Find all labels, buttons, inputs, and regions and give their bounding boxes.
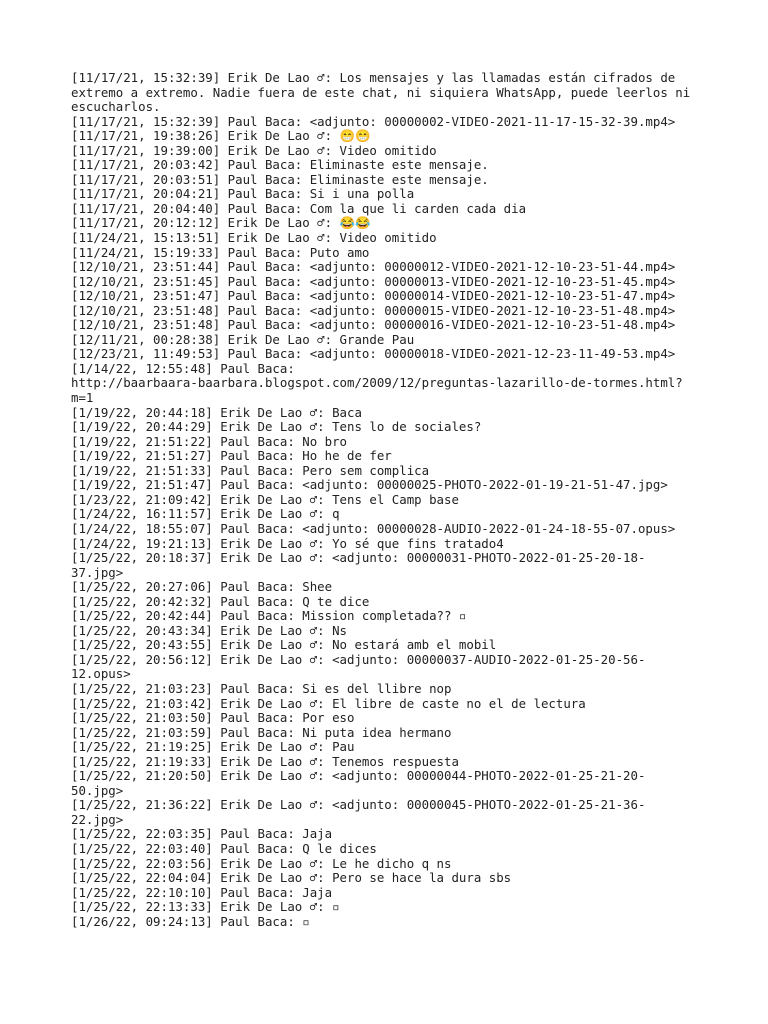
chat-line: [1/25/22, 22:03:56] Erik De Lao ♂: Le he dicho q ns — [71, 855, 452, 871]
chat-line: http://baarbaara-baarbara.blogspot.com/2009/12/preguntas-lazarillo-de-tormes.html? — [71, 375, 683, 391]
chat-line: [1/25/22, 20:43:34] Erik De Lao ♂: Ns — [71, 622, 348, 638]
chat-line: [1/25/22, 21:03:23] Paul Baca: Si es del llibre nop — [71, 680, 452, 696]
chat-line: [1/25/22, 22:03:35] Paul Baca: Jaja — [71, 826, 333, 842]
chat-line: [11/17/21, 19:39:00] Erik De Lao ♂: Video omitido — [71, 142, 437, 158]
chat-line: extremo a extremo. Nadie fuera de este chat, ni siquiera WhatsApp, puede leerlos ni — [71, 84, 691, 100]
chat-line: [11/17/21, 20:03:51] Paul Baca: Eliminaste este mensaje. — [71, 171, 489, 187]
chat-line: [1/25/22, 21:03:59] Paul Baca: Ni puta idea hermano — [71, 724, 452, 740]
chat-line: [12/10/21, 23:51:44] Paul Baca: <adjunto: 00000012-VIDEO-2021-12-10-23-51-44.mp4> — [71, 259, 676, 275]
chat-line: 12.opus> — [71, 666, 131, 682]
chat-line: [1/19/22, 20:44:29] Erik De Lao ♂: Tens lo de sociales? — [71, 419, 482, 435]
chat-line: [1/25/22, 20:56:12] Erik De Lao ♂: <adjunto: 00000037-AUDIO-2022-01-25-20-56- — [71, 651, 646, 667]
chat-line: [1/19/22, 21:51:27] Paul Baca: Ho he de fer — [71, 448, 392, 464]
chat-line: [1/25/22, 21:03:50] Paul Baca: Por eso — [71, 710, 355, 726]
chat-line: [1/25/22, 20:27:06] Paul Baca: Shee — [71, 579, 333, 595]
chat-line: [11/24/21, 15:19:33] Paul Baca: Puto amo — [71, 244, 370, 260]
chat-line: [1/19/22, 21:51:47] Paul Baca: <adjunto: 00000025-PHOTO-2022-01-19-21-51-47.jpg> — [71, 477, 668, 493]
chat-line: [1/25/22, 22:10:10] Paul Baca: Jaja — [71, 884, 333, 900]
chat-line: [11/17/21, 20:12:12] Erik De Lao ♂: 😂😂 — [71, 215, 371, 231]
chat-line: m=1 — [71, 390, 94, 406]
chat-line: [1/25/22, 22:04:04] Erik De Lao ♂: Pero se hace la dura sbs — [71, 870, 512, 886]
chat-line: [1/19/22, 21:51:33] Paul Baca: Pero sem complica — [71, 462, 430, 478]
chat-line: [1/25/22, 20:43:55] Erik De Lao ♂: No estará amb el mobil — [71, 637, 497, 653]
chat-line: [11/17/21, 15:32:39] Erik De Lao ♂: Los mensajes y las llamadas están cifrados de — [71, 70, 676, 85]
chat-line: [1/25/22, 22:13:33] Erik De Lao ♂: ▫ — [71, 899, 340, 915]
chat-line: [11/17/21, 15:32:39] Paul Baca: <adjunto: 00000002-VIDEO-2021-11-17-15-32-39.mp4> — [71, 113, 676, 129]
chat-line: [11/17/21, 19:38:26] Erik De Lao ♂: 😁😁 — [71, 128, 371, 144]
chat-line: [1/25/22, 20:42:44] Paul Baca: Mission completada?? ▫ — [71, 608, 467, 624]
chat-line: [11/17/21, 20:03:42] Paul Baca: Eliminaste este mensaje. — [71, 157, 489, 173]
chat-line: [1/25/22, 21:20:50] Erik De Lao ♂: <adjunto: 00000044-PHOTO-2022-01-25-21-20- — [71, 768, 646, 784]
chat-line: [1/24/22, 19:21:13] Erik De Lao ♂: Yo sé que fins tratado4 — [71, 535, 504, 551]
chat-line: [1/26/22, 09:24:13] Paul Baca: ▫ — [71, 913, 310, 929]
chat-line: [1/24/22, 16:11:57] Erik De Lao ♂: q — [71, 506, 340, 522]
chat-line: [12/10/21, 23:51:45] Paul Baca: <adjunto: 00000013-VIDEO-2021-12-10-23-51-45.mp4> — [71, 273, 676, 289]
chat-line: [11/17/21, 20:04:21] Paul Baca: Si i una polla — [71, 186, 415, 202]
chat-line: [12/10/21, 23:51:48] Paul Baca: <adjunto: 00000016-VIDEO-2021-12-10-23-51-48.mp4> — [71, 317, 676, 333]
chat-line: [1/25/22, 21:19:33] Erik De Lao ♂: Tenemos respuesta — [71, 753, 459, 769]
chat-line: [12/10/21, 23:51:48] Paul Baca: <adjunto: 00000015-VIDEO-2021-12-10-23-51-48.mp4> — [71, 302, 676, 318]
chat-line: [1/23/22, 21:09:42] Erik De Lao ♂: Tens el Camp base — [71, 491, 459, 507]
chat-line: [1/25/22, 20:18:37] Erik De Lao ♂: <adjunto: 00000031-PHOTO-2022-01-25-20-18- — [71, 550, 646, 566]
chat-line: [1/25/22, 22:03:40] Paul Baca: Q le dices — [71, 840, 377, 856]
chat-line: [1/14/22, 12:55:48] Paul Baca: — [71, 360, 295, 376]
chat-line: [11/17/21, 20:04:40] Paul Baca: Com la que li carden cada dia — [71, 200, 527, 216]
chat-line: [1/25/22, 20:42:32] Paul Baca: Q te dice — [71, 593, 370, 609]
chat-line: [1/25/22, 21:36:22] Erik De Lao ♂: <adjunto: 00000045-PHOTO-2022-01-25-21-36- — [71, 797, 646, 813]
chat-line: [12/11/21, 00:28:38] Erik De Lao ♂: Grande Pau — [71, 331, 415, 347]
chat-line: [1/24/22, 18:55:07] Paul Baca: <adjunto: 00000028-AUDIO-2022-01-24-18-55-07.opus> — [71, 520, 676, 536]
chat-line: escucharlos. — [71, 99, 161, 115]
chat-line: [1/19/22, 20:44:18] Erik De Lao ♂: Baca — [71, 404, 362, 420]
chat-line: [1/25/22, 21:03:42] Erik De Lao ♂: El libre de caste no el de lectura — [71, 695, 586, 711]
chat-line: [11/24/21, 15:13:51] Erik De Lao ♂: Video omitido — [71, 230, 437, 246]
chat-line: 37.jpg> — [71, 564, 124, 580]
chat-log — [71, 71, 711, 929]
chat-line: [1/19/22, 21:51:22] Paul Baca: No bro — [71, 433, 348, 449]
chat-line: [12/10/21, 23:51:47] Paul Baca: <adjunto: 00000014-VIDEO-2021-12-10-23-51-47.mp4> — [71, 288, 676, 304]
chat-line: [12/23/21, 11:49:53] Paul Baca: <adjunto: 00000018-VIDEO-2021-12-23-11-49-53.mp4> — [71, 346, 676, 362]
chat-line: [1/25/22, 21:19:25] Erik De Lao ♂: Pau — [71, 739, 355, 755]
chat-line: 22.jpg> — [71, 811, 124, 827]
chat-line: 50.jpg> — [71, 782, 124, 798]
